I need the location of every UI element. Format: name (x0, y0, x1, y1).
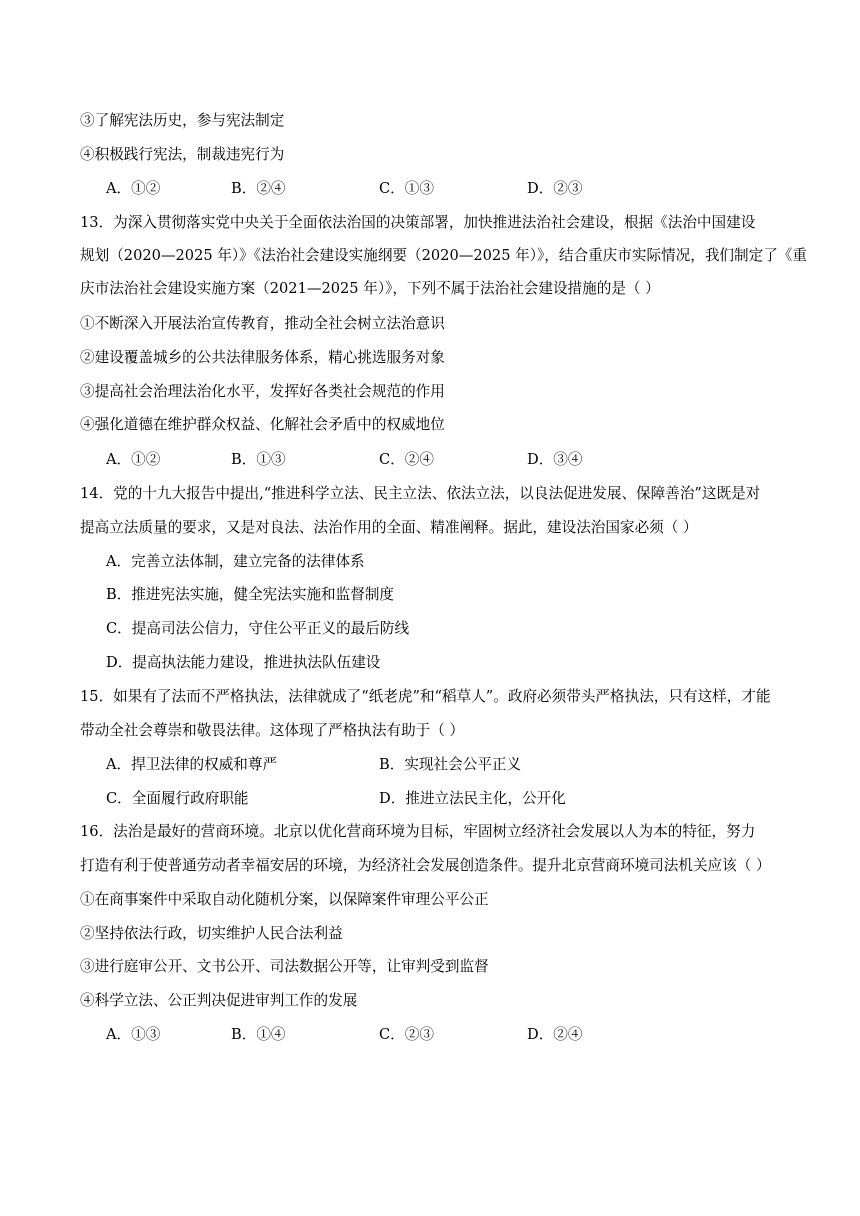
q12-option-d: D．②③ (527, 180, 583, 197)
q14-stem-line-2: 提高立法质量的要求，又是对良法、法治作用的全面、精准阐释。据此，建设法治国家必须（ ） (80, 519, 698, 536)
q13-stem-line-2: 规划（2020—2025 年）》《法治社会建设实施纲要（2020—2025 年）》，结合重庆市实际情况，我们制定了《重 (80, 247, 807, 264)
q16-option-c: C．②③ (379, 1026, 434, 1043)
q13-option-d: D．③④ (527, 451, 583, 468)
q15-option-c: C．全面履行政府职能 (106, 790, 249, 807)
q16-item-1: ①在商事案件中采取自动化随机分案，以保障案件审理公平公正 (80, 891, 489, 908)
q16-item-3: ③进行庭审公开、文书公开、司法数据公开等，让审判受到监督 (80, 958, 489, 975)
q12-item-3: ③了解宪法历史，参与宪法制定 (80, 112, 285, 129)
q15-stem-line-2: 带动全社会尊崇和敬畏法律。这体现了严格执法有助于（ ） (80, 722, 465, 739)
q15-option-a: A．捍卫法律的权威和尊严 (106, 756, 278, 773)
q15-stem-line-1: 15．如果有了法而不严格执法，法律就成了“纸老虎”和“稻草人”。政府必须带头严格执法，只有这样，才能 (80, 688, 771, 705)
q12-option-c: C．①③ (379, 180, 434, 197)
q16-item-4: ④科学立法、公正判决促进审判工作的发展 (80, 992, 358, 1009)
q13-stem-line-1: 13．为深入贯彻落实党中央关于全面依法治国的决策部署，加快推进法治社会建设，根据《法治中国建设 (80, 214, 756, 231)
q16-option-b: B．①④ (231, 1026, 286, 1043)
q13-item-3: ③提高社会治理法治化水平，发挥好各类社会规范的作用 (80, 383, 445, 400)
q15-option-d: D．推进立法民主化，公开化 (379, 790, 566, 807)
q13-stem-line-3: 庆市法治社会建设实施方案（2021—2025 年）》，下列不属于法治社会建设措施的是（ ） (80, 280, 660, 297)
q12-option-a: A．①② (106, 180, 161, 197)
q16-stem-line-1: 16．法治是最好的营商环境。北京以优化营商环境为目标，牢固树立经济社会发展以人为本的特征，努力 (80, 823, 756, 840)
q16-item-2: ②坚持依法行政，切实维护人民合法利益 (80, 925, 343, 942)
q13-item-4: ④强化道德在维护群众权益、化解社会矛盾中的权威地位 (80, 416, 445, 433)
q16-stem-line-2: 打造有利于使普通劳动者幸福安居的环境，为经济社会发展创造条件。提升北京营商环境司法机关应该（ ） (80, 857, 771, 874)
q14-stem-line-1: 14．党的十九大报告中提出,“推进科学立法、民主立法、依法立法，以良法促进发展、保障善治”这既是对 (80, 485, 761, 502)
q13-item-2: ②建设覆盖城乡的公共法律服务体系，精心挑选服务对象 (80, 349, 445, 366)
q14-option-b: B．推进宪法实施，健全宪法实施和监督制度 (106, 586, 395, 603)
q16-option-a: A．①③ (106, 1026, 161, 1043)
q12-option-b: B．②④ (231, 180, 286, 197)
q15-option-b: B．实现社会公平正义 (379, 756, 522, 773)
q13-option-b: B．①③ (231, 451, 286, 468)
q14-option-a: A．完善立法体制，建立完备的法律体系 (106, 553, 365, 570)
q13-option-c: C．②④ (379, 451, 434, 468)
q12-item-4: ④积极践行宪法，制裁违宪行为 (80, 146, 285, 163)
q13-option-a: A．①② (106, 451, 161, 468)
q14-option-d: D．提高执法能力建设，推进执法队伍建设 (106, 654, 381, 671)
q16-option-d: D．②④ (527, 1026, 583, 1043)
q13-item-1: ①不断深入开展法治宣传教育，推动全社会树立法治意识 (80, 315, 445, 332)
q14-option-c: C．提高司法公信力，守住公平正义的最后防线 (106, 620, 410, 637)
